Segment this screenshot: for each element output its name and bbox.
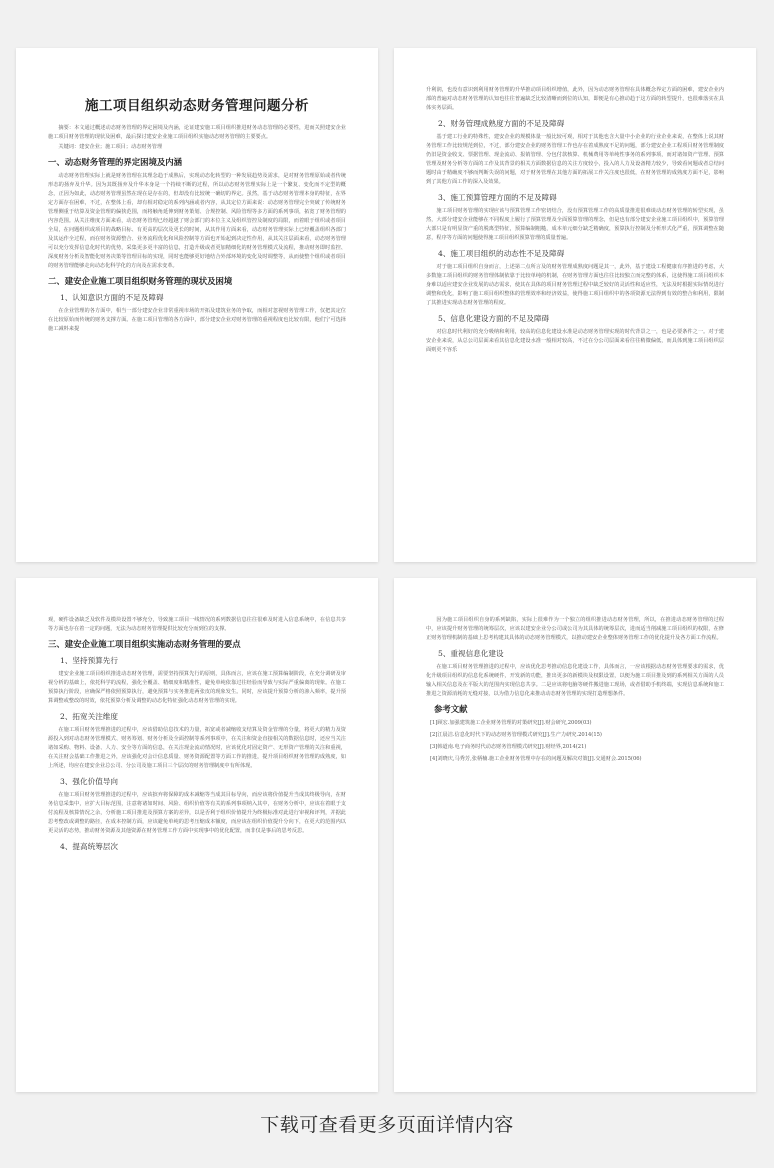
subsection-heading: 1、认知意识方面的不足及障碍: [60, 293, 164, 302]
subsection-heading: 4、提高统筹层次: [60, 842, 118, 851]
subsection-heading: 5、信息化建设方面的不足及障碍: [438, 314, 550, 323]
paragraph: 施工项目财务管理的实现应该与预算管理工作密切结合，没有预算管理工作的高质量推进很难谈动态财务管理的转型实现，虽然，大部分建安企业能够在不同程度上履行了预算管理及全面预算管理的理念，但是也有部分建安企业施工项目组织中，预算管理大部只是有明显资产重的脱离型特征，预算编制粗糙，成本单元细分缺乏精确度，预算执行控制及分析形式化严重，预算调整在随意，程序等方面的问题使得施工项目组织预算管理的质量普遍。: [426, 208, 724, 241]
paragraph: 在施工项目财务管理推进的过程中，应该优化思考推动信息化建设工作，具体而言，一应该根据动态财务管理要求的需求，优化升级项目组织的信息化系统硬件，开发新的功能，推出更多的新模块及权限设置，以便为施工项目推及到的系列相关方面的人员输入相关信息及在平版大的范围内实现信息共享。二是应该将电脑等硬件搬进施工现场，或者借助手机终端，实现信息系统和施工推进之资源消耗的无缝对接，以为借力信息化来推动动态财务管理的实现打造理想条件。: [426, 664, 724, 697]
subsection-heading: 3、施工预算管理方面的不足及障碍: [438, 193, 557, 202]
paragraph: 在施工项目财务管理推进的过程中，应该摈弃将保障的成本减缩等当成其目标导向，而应该将价值提升当成其终极导向，在财务信息采集中，应扩大目标范围，注意将诸如时间、风险、组织价值等有关的系列事项纳入其中，在财务分析中，应该在着眼于支付流程及核算情况之余，分析施工项目推进及预算方案的差异，以是否利于组织价值提升为终极标准对此进行审视和评判，并据此思考整改或调整的路径，在成本控制方面，应该避免单纯的思考压缩成本额度，而应该在组织价值提升分向下，在更大的范围内以更灵活的态势，推动财务资源及其他资源在财务管理工作方面中实现事中的优化配置，而非仅是事后的思考反思。: [48, 792, 346, 834]
reference-item: [4]刘晓庆,马秀芳,张柄楠.施工企业财务管理中存在的问题及解决对策[J].交通财会.2015(06): [430, 756, 642, 762]
document-page-2: [394, 48, 756, 562]
paragraph: 升利润，也没有意识到利用财务管理的升华推动项目组织增值，此外，因为动态财务管理在具体概念界定方面的困难，建安企业内部的普遍对动态财务管理的认知也往往普遍缺乏比较清晰而到位的认知，即便是有心推动趋于这方面的转型提升，也很难落实在具体实务层面。: [426, 87, 724, 111]
paragraph: 在企业管理的各方面中，相当一部分建安企业非常重视市场的开拓及建筑业务的争取，而相对忽视财务管理工作，仅把其定位在比较原始而传统的财务支撑方面。在施工项目管理的各方面中，部分建安企业对财务管理的重视程度也比较有限，他们宁可选择施工减料来提: [48, 308, 346, 332]
keywords: 关键词：建安企业；施工项目；动态财务管理: [58, 144, 163, 150]
subsection-heading: 2、拓宽关注维度: [60, 712, 118, 721]
paragraph: 动态财务管理实际上就是财务管理在其理念趋于成熟后，实现动态化转型的一种发展趋势及需求，是对财务管理原始或者传统形态的扬弃及升华。因为其既扬弃及升华本身是一个持续不断的过程，所以动态财务管理实际上是一个繁复、变化而不定型的概念，正因为如此，动态财务管理虽然在现在是存在的，但却没有比较统一确切的界定。虽然，基于动态财务管理本身的特征，在界定方面存在困难，不过，在整体上看，却有相对稳定的系列内涵或者内容，从其定位方面来说：动态财务管理完全突破了传统财务管理侧重于结算及资金管理的偏狭范围，而将触角延伸到财务策划、合规控制、风险管理等多方面的系列事项，拓宽了财务管理的内容范围。从关注维度方面来看，动态财务管理已经超越了财会部门的本位主义及组织管控及制度的局限，而着眼于组织或者项目全局，在问题组织或项目的战略目标、有更高的层次及更长的时间，从其作用方面来看，动态财务管理实际上已经覆盖组织各部门及其运作全过程，而在财务资源整合、业务流程优化和风险控制等方面也开始起到决定性作用，从其关注层面来看，动态财务管理可以充分发挥信息化时代的优势，采集更多更丰富的信息，打造升级或者更加精细化的财务管理模式及流程，推动财务即时监控、深度财务分析及智能化财务决策等管理目标的实现，同时也能够更好地结合外部环境的变化及时调整等，从而使整个组织或者项目的财务管理能够走向动态化科学化的方向及在需求变革。: [48, 173, 346, 269]
paragraph: 在施工项目财务管理推进的过程中，应该借助信息技术的力量，拓宽或者减缩收支结算及资金管理的分量，将更大的精力及资源投入到对动态财务管理模式、财务筹划、财务分析及全面控制等系列事项中，在关注和资金直接相关的数据信息时，还应当关注诸如采购、物料、设备、人力、安全等方面的信息，在关注现金流动情况时，应该优化对固定资产、无形资产管理的关注和重视，在关注财会基础工作推进之外，应该强化对会计信息质量、财务资源配置等方面工作的推进，提升项目组织财务管理的成熟度，如上所述，均应在建安企业总公司、分公司及施工项目三个层次的财务管理制度中有所体现。: [48, 727, 346, 769]
paragraph: 观，硬件设备缺乏及软件及模块设置不够充分，导致施工项目一线情况的系列数据信息往往很难及时进入信息系统中，在信息共享等方面也存在着一定的问题，无法为动态财务管理提供比较充分而到位的支撑。: [48, 617, 346, 632]
section-heading-2: 二、建安企业施工项目组织财务管理的现状及困境: [48, 276, 233, 286]
document-page-1: [16, 48, 378, 562]
subsection-heading: 1、坚持预算先行: [60, 656, 118, 665]
paragraph: 因为施工项目组织自身的系列缺陷，实际上很难作为一个独立的组织推进动态财务管理，所以，在推进动态财务管理的过程中，应该提升财务管理的统筹层次，应该以建安企业分公司或公司为其具体的统筹层次，进而适当削减施工项目组织的权限，在修正财务管理机制的基础上思考构建其具体的动态财务管理模式，以推动建安企业整体财务管理工作的优化提升及各方面工作流程。: [426, 617, 724, 641]
abstract: 摘要：本文通过概述动态财务管理的界定困境及内涵，论证建安施工项目组织推进财务动态管理的必要性，进而关照建安企业施工项目财务管理的现状及困难，最后探讨建安企业施工项目组织实施动态财务管理的主要要点。: [48, 125, 346, 140]
subsection-heading: 4、施工项目组织的动态性不足及障碍: [438, 249, 565, 258]
subsection-heading: 5、重视信息化建设: [438, 649, 504, 658]
document-page-3: [16, 578, 378, 1092]
section-heading-1: 一、动态财务管理的界定困境及内涵: [48, 157, 182, 167]
paragraph: 对信息时代利好的充分吸纳和利用，较高的信息化建设水准是动态财务管理实现的时代背景之一，也是必要条件之一。对于建安企业来说，从总公司层面来看其信息化建设水准一般相对较高，不过在分公司层面来看往往稍微偏低，而具体到施工项目组织层面则更不容乐: [426, 329, 724, 353]
document-page-4: [394, 578, 756, 1092]
reference-item: [2]江晨洁.信息化时代下的动态财务管理模式研究[J].生产力研究.2014(15): [430, 732, 602, 738]
section-heading-3: 三、建安企业施工项目组织实施动态财务管理的要点: [48, 639, 241, 649]
subsection-heading: 2、财务管理成熟度方面的不足及障碍: [438, 119, 565, 128]
reference-item: [3]韩道南.电子商务时代动态财务管理模式研究[J].财经界,2014(21): [430, 744, 587, 750]
document-title: 施工项目组织动态财务管理问题分析: [85, 98, 309, 114]
paragraph: 建安企业施工项目组织推进动态财务管理，需要坚持预算先行的原则，具体而言，应该在施工预算编制阶段，在充分调研及审视分析的基础上，依托科学的流程，强化全覆盖、精细度和精准性，避免单纯依靠过往经验而导致与实际严重偏离的现象。在施工预算执行阶段，应确保严格依照预算执行，避免预算与实务推进两张皮的现象发生。同时，应该提升预算分析的渗入频率，提升预算调整或整改的时效，依托预算分析及调整的动态化特征强化动态财务管理的实现。: [48, 671, 346, 704]
download-more-caption: 下载可查看更多页面详情内容: [260, 1114, 514, 1136]
reference-item: [1]顾宏.加强建筑施工企业财务管理的对策研究[J].财会研究,2009(03): [430, 720, 592, 726]
paragraph: 基于建工行业的特殊性，建安企业的规模体量一般比较可观，相对于其他也含大量中小企业的行业企业来说，在整体上说其财务管理工作比较规范到位，不过，部分建安企业的财务管理工作也存在着成熟度不足的问题，部分建安企业工程项目财务管理制度仍旧是资金收支、票据管理、现金流动、报销管理、分包付款核算、机械费用等单纯性事务的系列事项，而对诸如资产管理、预算管理及财务分析等方面的工作及其背景的相关方面数据信息的关注方度较小，投入的人力及设备精力较少，导致看问题或者总结问题时由于精确度不够而判断失误的问题，对于财务管理在其他方面的拓展工作关注度也很低，在财务管理的成熟度方面不足，影响到了其他方面工作的深入及效果。: [426, 134, 724, 185]
subsection-heading: 3、强化价值导向: [60, 777, 118, 786]
paragraph: 对于施工项目组织自身而言，上述第二点所言及的财务管理成熟度问题是其一，此外，基于建设工程健康有序推进的考虑，大多数施工项目组织的财务管理体制依靠于比较单纯的机制，在财务管理方面也往往比较独立而完整的体系，这使得施工项目组织本身难以适应建安企业发展的动态需求，使其在具体的项目财务管理过程中缺乏较好的灵活性和适应性，无法及时根据实际情况进行调整和优化，影响了施工项目组织整体的管理效率和经济效益，使得施工项目组织中的各项资源无法得到有效的整合和利用，限制了其推进实现动态财务管理的程度。: [426, 264, 724, 306]
references-heading: 参考文献: [434, 704, 468, 714]
